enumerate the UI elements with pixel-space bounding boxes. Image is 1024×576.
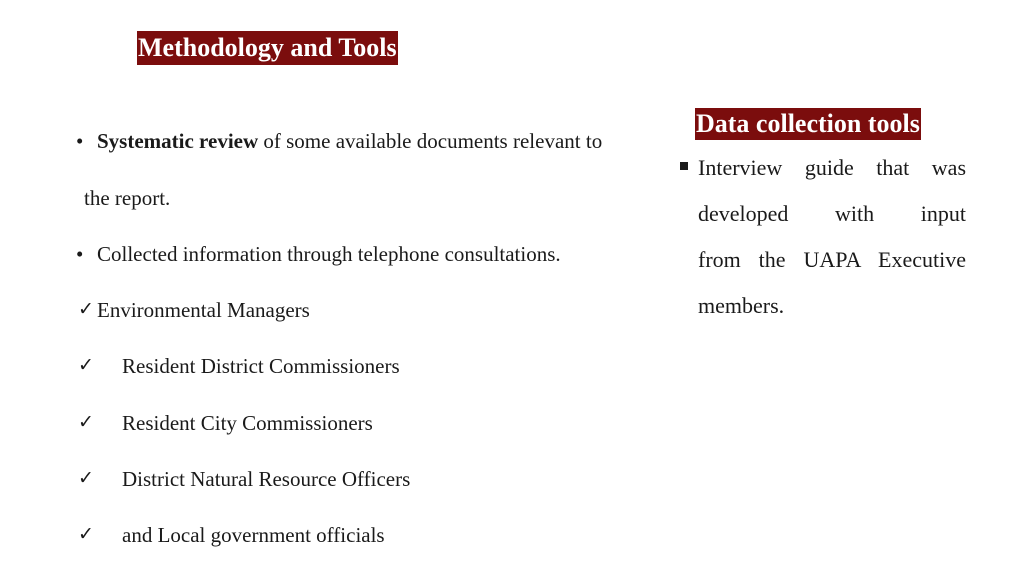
data-collection-tools-heading: Data collection tools [696,109,920,138]
square-bullet-icon [680,162,688,170]
slide-title: Methodology and Tools [137,31,398,65]
checkmark-icon: ✓ [78,412,94,433]
tools-text-line: developed with input [698,201,966,226]
bullet-icon: • [76,129,84,153]
checklist-item: Environmental Managers [97,298,310,322]
checklist-item: Resident District Commissioners [122,354,400,378]
bullet-icon: • [76,242,84,266]
tools-text-line: from the UAPA Executive [698,247,966,272]
checklist-item: District Natural Resource Officers [122,467,411,491]
checkmark-icon: ✓ [78,468,94,489]
tools-text-line: members. [698,293,785,318]
bullet-systematic-review-continuation: the report. [84,186,171,210]
systematic-review-rest: of some available documents relevant to [258,129,603,153]
bullet-systematic-review [97,128,602,154]
checkmark-icon: ✓ [78,524,94,545]
checklist-item: and Local government officials [122,523,385,547]
checklist-item: Resident City Commissioners [122,411,373,435]
checkmark-icon: ✓ [78,355,94,376]
systematic-review-bold: Systematic review [97,129,259,153]
tools-text-line: Interview guide that was [698,155,966,180]
checkmark-icon: ✓ [78,299,94,320]
bullet-telephone-consultations: Collected information through telephone consultations. [97,242,561,266]
